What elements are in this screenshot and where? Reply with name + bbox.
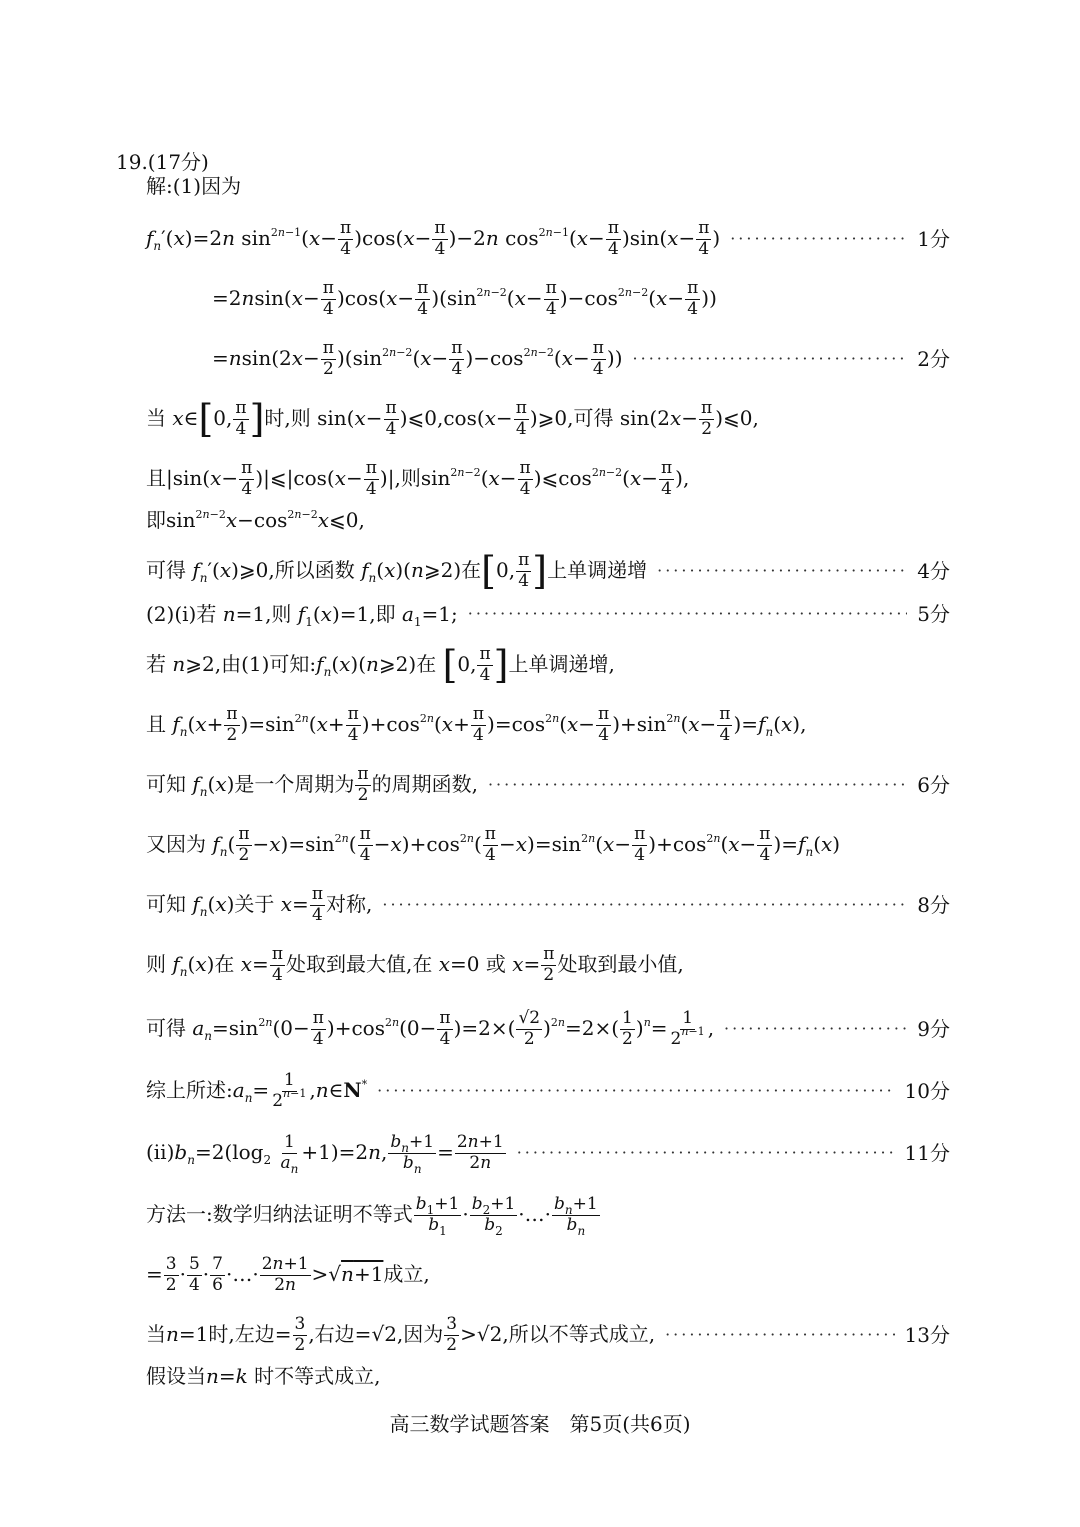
base-case-expr: 当n=1时,左边= $\frac{3}{2}$ ,右边=√2,因为 $\frac{3}{2}$ >√2,所以不等式成立,: [146, 1314, 656, 1355]
shift-line: [146, 706, 950, 745]
solution-intro-line: [146, 176, 950, 196]
score-label: 10分: [904, 1079, 950, 1104]
abs-inequality-line: [146, 460, 950, 499]
product-expr: = $\frac{3}{2}$ · $\frac{5}{4}$ · $\frac{7}{6}$ ·…· $\frac{2n+1}{2n}$ >√n+1成立,: [146, 1254, 430, 1295]
interval-condition: 当 x∈[0, $\frac{\pi}{4}$ ]时,则 sin(x− $\frac{\pi}{4}$ )⩽0,cos(x− $\frac{\pi}{4}$ )⩾0,可得 sin(2x− $\frac{\pi}{2}$ )⩽0,: [146, 397, 759, 442]
summary-expr: 综上所述$:a_n=$ $\frac{1}{2^{n-1}}$ ,n∈N*: [146, 1070, 368, 1111]
periodic-line: [146, 766, 950, 805]
bn-expr: $(ⅱ)b_n=2(\log_2$ $\frac{1}{a_n}$ +1)=2n, $\frac{b_n+1}{b_n}$ = $\frac{2n+1}{2n}$: [146, 1132, 504, 1176]
an-calc-line: [146, 1010, 950, 1049]
method1-line: [146, 1194, 950, 1238]
bn-line: [146, 1132, 950, 1176]
solution-intro: 解:(1)因为: [146, 174, 242, 198]
derivative-line-2: [212, 280, 950, 319]
derivative-line-3: [212, 340, 950, 379]
score-label: 6分: [917, 773, 950, 798]
periodic-expr: 可知 $f_n(x)$是一个周期为 $\frac{\pi}{2}$ 的周期函数,: [146, 764, 478, 805]
score-label: 11分: [904, 1141, 950, 1166]
an-calc-expr: 可得 $a_n=\sin^{2n}(0-$ $\frac{\pi}{4}$ )$+\cos^{2n}(0-$ $\frac{\pi}{4}$ )=2×( $\frac{√2}{2}$ )$^{2n}$=2×( $\frac{1}{2}$ )$^n$= $\frac{1}{2^{n-1}}$ ,: [146, 1008, 715, 1049]
leader-dots: [730, 231, 907, 247]
summary-line: [146, 1072, 950, 1111]
symmetry-calc-expr: 又因为 $f_n$( $\frac{\pi}{2}$ $-x)=\sin^{2n}$( $\frac{\pi}{4}$ $-x)+\cos^{2n}$( $\frac{\pi}{4}$ $-x)=\sin^{2n}(x-$ $\frac{\pi}{4}$ )$+\cos^{2n}(x-$ $\frac{\pi}{4}$ )$=f_n(x)$: [146, 824, 841, 865]
derivative-expr-3: =nsin(2x− $\frac{\pi}{2}$ )($\sin^{2n-2}(x-$ $\frac{\pi}{4}$ )$-\cos^{2n-2}(x-$ $\frac{\pi}{4}$ )): [212, 338, 623, 379]
n-ge2-line: [146, 643, 950, 688]
score-label: 9分: [917, 1017, 950, 1042]
method1-expr: 方法一:数学归纳法证明不等式 $\frac{b_1+1}{b_1}$ · $\frac{b_2+1}{b_2}$ ·…· $\frac{b_n+1}{b_n}$: [146, 1194, 598, 1238]
derivative-line-1: [146, 220, 950, 259]
n-ge2-expr: 若 n⩾2,由(1)可知$:f_n(x)(n⩾2)$在 [0, $\frac{\pi}{4}$ ]上单调递增,: [146, 643, 615, 688]
symmetry-expr: 可知 $f_n(x)$关于 x= $\frac{\pi}{4}$ 对称,: [146, 884, 373, 925]
ie-expr: 即$\sin^{2n-2}x-\cos^{2n-2}x⩽0$,: [146, 508, 365, 532]
leader-dots: [633, 351, 908, 367]
base-case-line: [146, 1316, 950, 1355]
ie-line: [146, 510, 950, 530]
leader-dots: [488, 777, 907, 793]
symmetry-line: [146, 886, 950, 925]
score-label: 13分: [904, 1323, 950, 1348]
abs-inequality: 且|sin(x− $\frac{\pi}{4}$ )|⩽|cos(x− $\frac{\pi}{4}$ )|,则$\sin^{2n-2}(x-$ $\frac{\pi}{4}$ )$⩽\cos^{2n-2}(x-$ $\frac{\pi}{4}$ ),: [146, 458, 690, 499]
leader-dots: [665, 1327, 894, 1343]
monotonic-line: [146, 549, 950, 594]
extrema-expr: 则 $f_n(x)$在 x= $\frac{\pi}{4}$ 处取到最大值,在 x=0 或 x= $\frac{\pi}{2}$ 处取到最小值,: [146, 944, 684, 985]
monotonic-expr: 可得 $f_n'(x)⩾0$,所以函数 $f_n(x)(n⩾2)$在[0, $\frac{\pi}{4}$ ]上单调递增: [146, 549, 648, 594]
leader-dots: [382, 897, 907, 913]
leader-dots: [468, 606, 908, 622]
leader-dots: [517, 1145, 895, 1161]
score-label: 8分: [917, 893, 950, 918]
derivative-expr-2: =2nsin(x− $\frac{\pi}{4}$ )cos(x− $\frac{\pi}{4}$ )($\sin^{2n-2}(x-$ $\frac{\pi}{4}$ )$-\cos^{2n-2}(x-$ $\frac{\pi}{4}$ )): [212, 278, 717, 319]
score-label: 5分: [917, 602, 950, 626]
part2-i-line: [146, 602, 950, 629]
part2-i-expr: (2)(ⅰ)若 n=1,则 $f_1(x)=1$,即 $a_1=1$;: [146, 602, 458, 629]
product-line: [146, 1256, 950, 1295]
derivative-expr-1: $f_n'(x)=2n$ $\sin^{2n-1}(x-$ $\frac{\pi}{4}$ )cos(x− $\frac{\pi}{4}$ )−2n $\cos^{2n-1}(x-$ $\frac{\pi}{4}$ )sin(x− $\frac{\pi}{4}$ ): [146, 218, 721, 259]
leader-dots: [377, 1083, 894, 1099]
symmetry-calc-line: [146, 826, 950, 865]
assume-expr: 假设当n=k 时不等式成立,: [146, 1364, 381, 1388]
page-footer: 高三数学试题答案 第5页(共6页): [389, 1412, 691, 1436]
problem-number: 19.(17分): [116, 150, 209, 174]
leader-dots: [724, 1021, 907, 1037]
score-label: 1分: [917, 227, 950, 252]
score-label: 4分: [917, 559, 950, 584]
assume-line: [146, 1366, 950, 1386]
score-label: 2分: [917, 347, 950, 372]
extrema-line: [146, 946, 950, 985]
interval-condition-line: [146, 397, 950, 442]
leader-dots: [657, 563, 907, 579]
shift-expr: 且 $f_n(x+$ $\frac{\pi}{2}$ )$=\sin^{2n}(x+$ $\frac{\pi}{4}$ )$+\cos^{2n}(x+$ $\frac{\pi}{4}$ )$=\cos^{2n}(x-$ $\frac{\pi}{4}$ )$+\sin^{2n}(x-$ $\frac{\pi}{4}$ )$=f_n(x)$,: [146, 704, 807, 745]
